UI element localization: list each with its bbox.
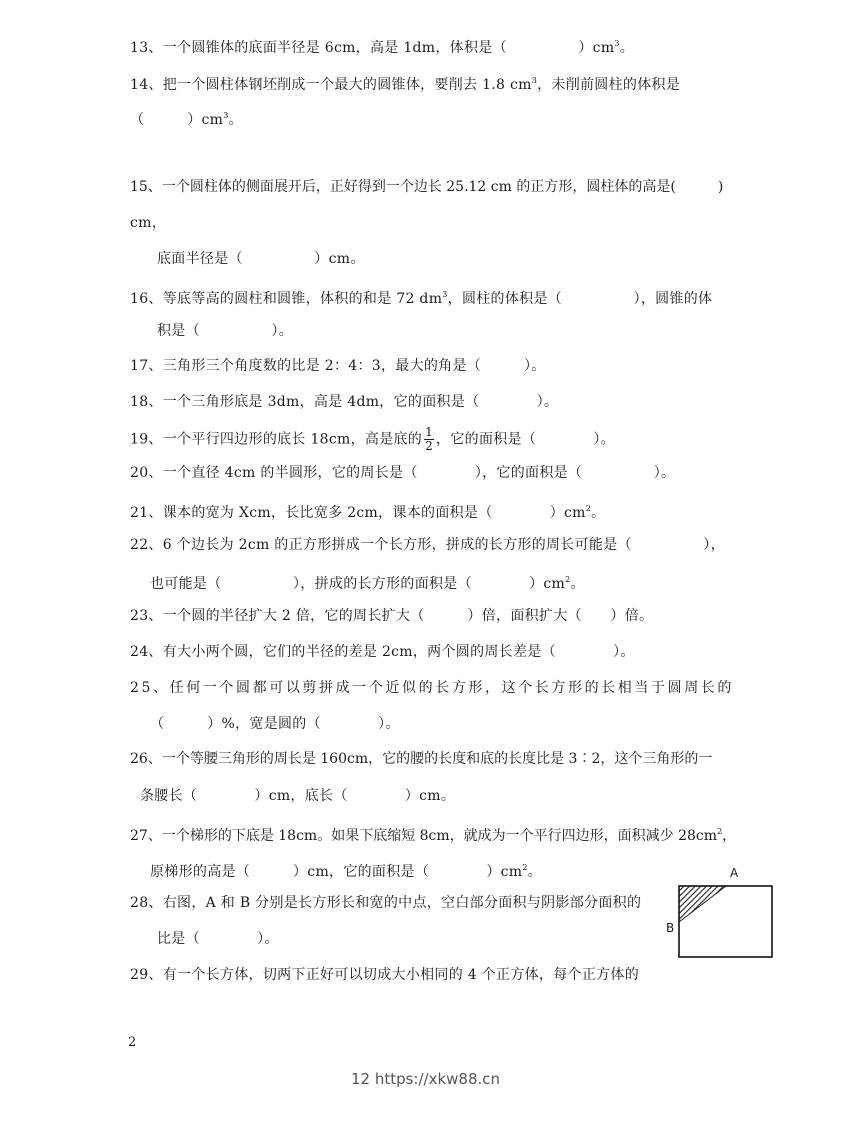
superscript: 3 bbox=[531, 76, 538, 85]
q27-cont-tail: 。 bbox=[527, 864, 543, 880]
question-19 bbox=[130, 426, 615, 453]
question-15: 15、一个圆柱体的侧面展开后，正好得到一个边长 25.12 cm 的正方形，圆柱体的高是( ) bbox=[130, 179, 724, 195]
question-13 bbox=[130, 34, 634, 58]
superscript: 2 bbox=[717, 827, 723, 836]
question-28: 28、右图，A 和 B 分别是长方形长和宽的中点，空白部分面积与阴影部分面积的 bbox=[130, 895, 642, 911]
q14-cont-text: （ ）cm bbox=[130, 112, 224, 128]
q14-text: 14、把一个圆柱体钢坯削成一个最大的圆锥体，要削去 1.8 cm bbox=[130, 77, 532, 93]
question-21 bbox=[130, 499, 605, 523]
question-14-cont bbox=[130, 106, 243, 130]
q27-cont-text: 原梯形的高是（ ）cm，它的面积是（ ）cm bbox=[150, 864, 523, 880]
q21-tail: 。 bbox=[591, 505, 606, 521]
superscript: 2 bbox=[585, 504, 592, 513]
label-b: B bbox=[666, 921, 675, 935]
rectangle-diagram bbox=[660, 864, 790, 964]
q16-tail: ，圆柱的体积是（ ），圆锥的体 bbox=[447, 291, 713, 307]
fraction-numerator: 1 bbox=[425, 425, 434, 439]
question-22: 22、6 个边长为 2cm 的正方形拼成一个长方形，拼成的长方形的周长可能是（ ）， bbox=[130, 537, 725, 553]
q19-tail: ，它的面积是（ ）。 bbox=[436, 431, 615, 448]
q27-text: 27、一个梯形的下底是 18cm。如果下底缩短 8cm，就成为一个平行四边形，面积减少 28cm bbox=[130, 828, 718, 844]
question-15-cont2: 底面半径是（ ）cm。 bbox=[157, 251, 365, 267]
question-24: 24、有大小两个圆，它们的半径的差是 2cm，两个圆的周长差是（ ）。 bbox=[130, 644, 635, 660]
q22-cont-tail: 。 bbox=[570, 576, 585, 592]
question-27-cont bbox=[150, 858, 542, 882]
question-15-cont: cm， bbox=[130, 215, 167, 231]
q13-text: 13、一个圆锥体的底面半径是 6cm，高是 1dm，体积是（ ）cm bbox=[130, 40, 615, 56]
q21-text: 21、课本的宽为 Xcm，长比宽多 2cm，课本的面积是（ ）cm bbox=[130, 505, 586, 521]
question-16-cont: 积是（ ）。 bbox=[157, 323, 293, 339]
q22-cont-text: 也可能是（ ），拼成的长方形的面积是（ ）cm bbox=[150, 576, 566, 592]
superscript: 3 bbox=[614, 39, 620, 48]
question-16 bbox=[130, 285, 712, 309]
superscript: 3 bbox=[223, 111, 229, 120]
question-20: 20、一个直径 4cm 的半圆形，它的周长是（ ），它的面积是（ ）。 bbox=[130, 465, 676, 481]
q14-tail: ，未削前圆柱的体积是 bbox=[537, 77, 681, 93]
question-27 bbox=[130, 822, 736, 846]
q27-tail: ， bbox=[722, 828, 737, 844]
question-26: 26、一个等腰三角形的周长是 160cm，它的腰的长度和底的长度比是 3∶2，这个三角形的一 bbox=[130, 751, 713, 767]
footer-watermark: 12 https://xkw88.cn bbox=[350, 1070, 501, 1088]
label-a: A bbox=[730, 866, 739, 880]
superscript: 3 bbox=[442, 290, 448, 299]
q14-cont-tail: 。 bbox=[228, 112, 243, 128]
q13-tail: 。 bbox=[619, 40, 635, 56]
fraction-one-half bbox=[424, 426, 434, 453]
q19-text: 19、一个平行四边形的底长 18cm，高是底的 bbox=[130, 431, 423, 448]
page-number: 2 bbox=[128, 1035, 137, 1050]
q16-text: 16、等底等高的圆柱和圆锥，体积的和是 72 dm bbox=[130, 291, 443, 307]
question-25-cont: （ ）%，宽是圆的（ ）。 bbox=[150, 716, 400, 732]
fraction-denominator: 2 bbox=[425, 439, 434, 453]
question-14 bbox=[130, 71, 680, 95]
question-22-cont bbox=[150, 570, 585, 594]
question-17: 17、三角形三个角度数的比是 2：4：3，最大的角是（ ）。 bbox=[130, 358, 546, 374]
question-26-cont: 条腰长（ ）cm，底长（ ）cm。 bbox=[140, 788, 456, 804]
question-18: 18、一个三角形底是 3dm，高是 4dm，它的面积是（ ）。 bbox=[130, 394, 559, 410]
question-29: 29、有一个长方体，切两下正好可以切成大小相同的 4 个正方体，每个正方体的 bbox=[130, 967, 640, 983]
rectangle-figure-icon bbox=[660, 864, 790, 964]
question-23: 23、一个圆的半径扩大 2 倍，它的周长扩大（ ）倍，面积扩大（ ）倍。 bbox=[130, 608, 654, 624]
superscript: 2 bbox=[522, 863, 528, 872]
question-25: 25、任何一个圆都可以剪拼成一个近似的长方形，这个长方形的长相当于圆周长的 bbox=[130, 680, 735, 696]
superscript: 2 bbox=[565, 575, 571, 584]
question-28-cont: 比是（ ）。 bbox=[157, 931, 279, 947]
